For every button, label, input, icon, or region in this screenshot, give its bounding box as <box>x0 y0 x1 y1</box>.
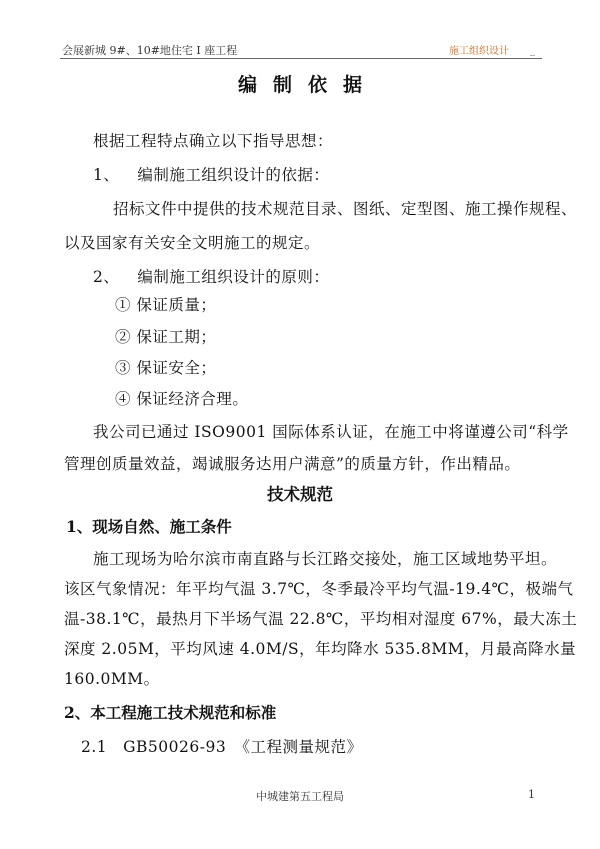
standard-2-1: 2.1 GB50026-93 《工程测量规范》 <box>81 738 363 756</box>
section-1-heading: 1、现场自然、施工条件 <box>66 517 232 536</box>
item-1-body-line-2: 以及国家有关安全文明施工的规定。 <box>64 234 321 252</box>
site-conditions-line-2: 该区气象情况：年平均气温 3.7℃，冬季最冷平均气温-19.4℃，极端气 <box>64 580 574 598</box>
site-conditions-line-1: 施工现场为哈尔滨市南直路与长江路交接处，施工区域地势平坦。 <box>93 550 558 568</box>
item-2 <box>93 265 329 287</box>
principle-quality: ① 保证质量； <box>115 296 217 314</box>
header-dash: _ <box>530 45 535 56</box>
item-1-body-line-1: 招标文件中提供的技术规范目录、图纸、定型图、施工操作规程、 <box>113 200 578 218</box>
principle-economy: ④ 保证经济合理。 <box>115 390 249 408</box>
iso-paragraph-line-1: 我公司已通过 ISO9001 国际体系认证，在施工中将谨遵公司“科学 <box>93 423 569 441</box>
item-2-label: 2、 <box>93 268 120 286</box>
site-conditions-line-5: 160.0MM。 <box>64 670 160 688</box>
item-1 <box>93 163 329 185</box>
principle-safety: ③ 保证安全； <box>115 359 217 377</box>
header-project-name: 会展新城 9#、10#地住宅 I 座工程 <box>62 44 238 57</box>
page-number: 1 <box>528 788 535 801</box>
footer-company: 中城建第五工程局 <box>256 790 344 803</box>
page-title: 编制依据 <box>237 74 378 96</box>
intro-paragraph: 根据工程特点确立以下指导思想： <box>93 132 334 150</box>
site-conditions-line-3: 温-38.1℃，最热月下半场气温 22.8℃，平均相对湿度 67%，最大冻土 <box>64 610 578 628</box>
header-rule <box>60 58 542 59</box>
principle-schedule: ② 保证工期； <box>115 328 217 346</box>
item-1-text: 编制施工组织设计的依据： <box>137 166 330 184</box>
item-1-label: 1、 <box>93 166 120 184</box>
section-2-heading: 2、本工程施工技术规范和标准 <box>64 703 277 722</box>
site-conditions-line-4: 深度 2.05M，平均风速 4.0M/S，年均降水 535.8MM，月最高降水量 <box>64 640 577 658</box>
header-document-type: 施工组织设计 <box>449 46 509 57</box>
iso-paragraph-line-2: 管理创质量效益，竭诚服务达用户满意”的质量方针，作出精品。 <box>64 455 521 473</box>
item-2-text: 编制施工组织设计的原则： <box>137 268 330 286</box>
section-title-tech-spec: 技术规范 <box>267 485 333 504</box>
